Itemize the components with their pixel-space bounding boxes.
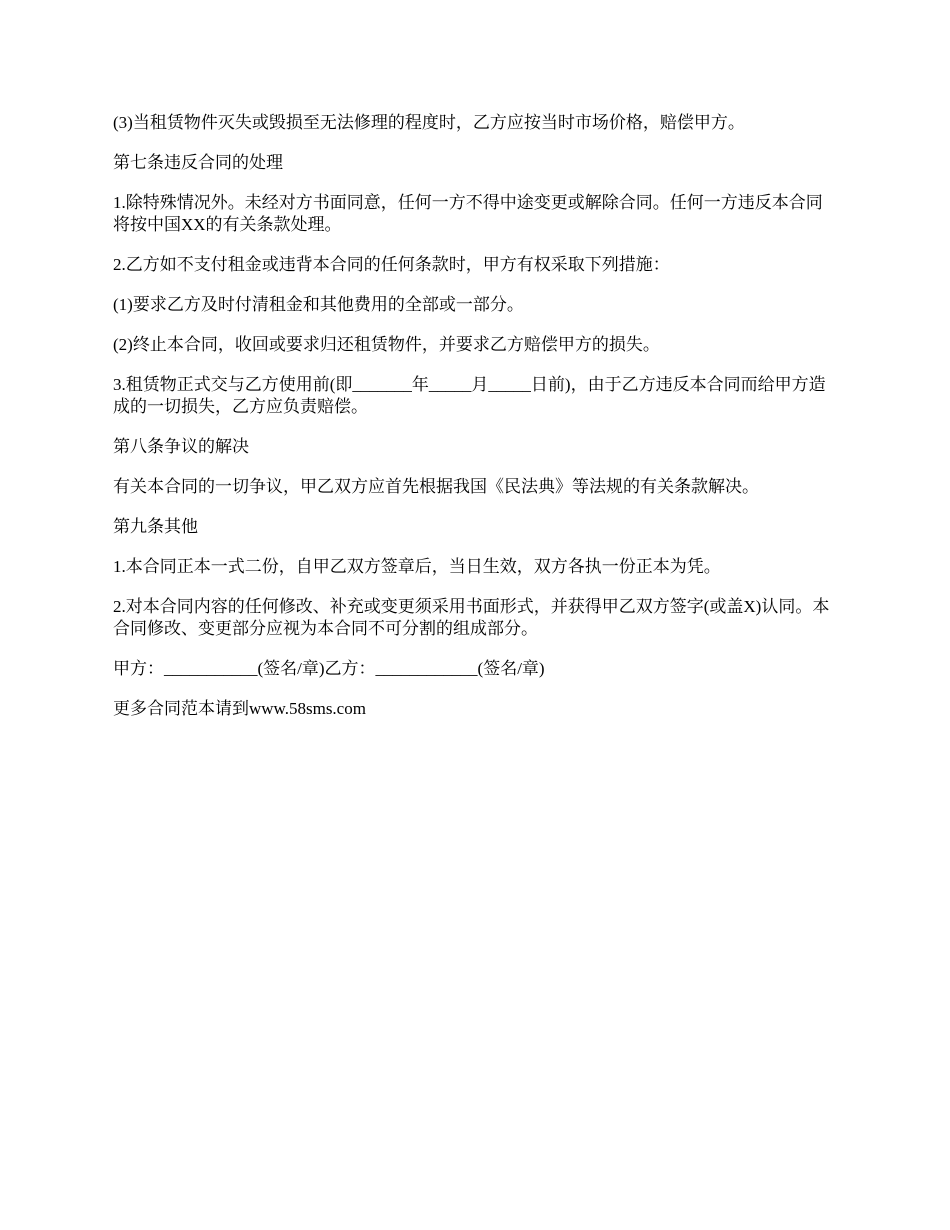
section-heading: 第七条违反合同的处理: [113, 153, 283, 172]
clause-paragraph: (1)要求乙方及时付清租金和其他费用的全部或一部分。: [113, 295, 524, 314]
clause-paragraph: 1.除特殊情况外。未经对方书面同意，任何一方不得中途变更或解除合同。任何一方违反本合同将按中国XX的有关条款处理。: [113, 193, 823, 234]
document-body: [113, 112, 838, 738]
clause-paragraph: 2.乙方如不支付租金或违背本合同的任何条款时，甲方有权采取下列措施：: [113, 255, 670, 274]
clause-paragraph: 3.租赁物正式交与乙方使用前(即_______年_____月_____日前)，由于乙方违反本合同而给甲方造成的一切损失，乙方应负责赔偿。: [113, 375, 826, 416]
clause-paragraph: 有关本合同的一切争议，甲乙双方应首先根据我国《民法典》等法规的有关条款解决。: [113, 477, 759, 496]
clause-paragraph: 2.对本合同内容的任何修改、补充或变更须采用书面形式，并获得甲乙双方签字(或盖X)认同。本合同修改、变更部分应视为本合同不可分割的组成部分。: [113, 597, 830, 638]
clause-paragraph: 1.本合同正本一式二份，自甲乙双方签章后，当日生效，双方各执一份正本为凭。: [113, 557, 721, 576]
signature-line: 甲方：___________(签名/章)乙方：____________(签名/章): [113, 659, 545, 678]
clause-paragraph: (2)终止本合同，收回或要求归还租赁物件，并要求乙方赔偿甲方的损失。: [113, 335, 660, 354]
section-heading: 第八条争议的解决: [113, 437, 249, 456]
footer-note: 更多合同范本请到www.58sms.com: [113, 699, 366, 718]
section-heading: 第九条其他: [113, 517, 198, 536]
clause-paragraph: (3)当租赁物件灭失或毁损至无法修理的程度时，乙方应按当时市场价格，赔偿甲方。: [113, 113, 745, 132]
